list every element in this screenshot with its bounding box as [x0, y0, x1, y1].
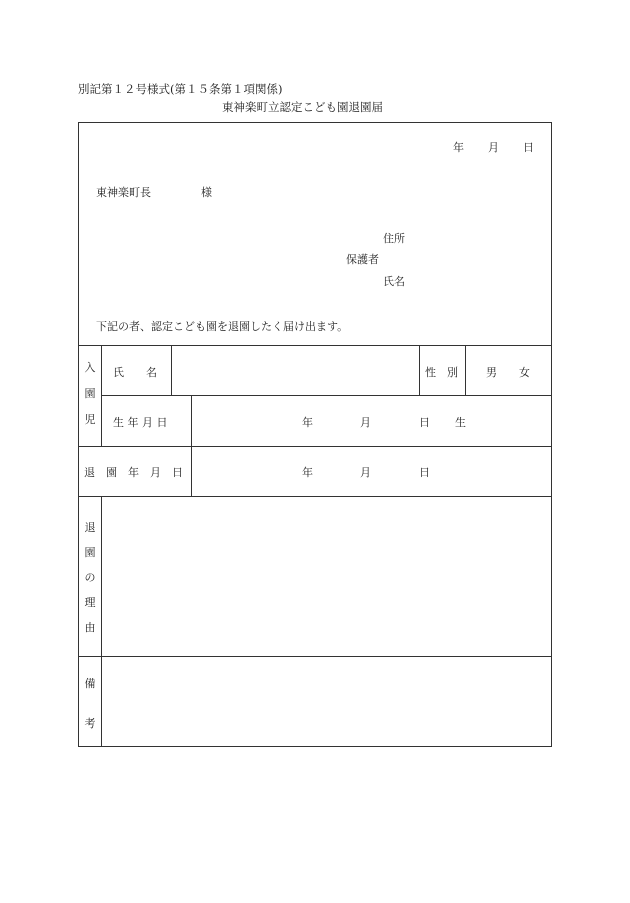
dob-suffix: 生: [455, 416, 466, 429]
withdrawal-day: 日: [419, 466, 430, 479]
name-label: 氏名: [383, 275, 405, 288]
withdrawal-year: 年: [302, 466, 313, 479]
child-label-char: 児: [84, 413, 96, 426]
vline-sex-left: [419, 345, 420, 395]
remarks-field[interactable]: [106, 662, 546, 742]
withdrawal-date-label: 退 園 年 月 日: [84, 466, 183, 479]
dob-label: 生 年 月 日: [113, 416, 168, 429]
divider-withdrawal: [78, 496, 552, 497]
dob-year: 年: [302, 416, 313, 429]
guardian-label: 保護者: [346, 253, 379, 266]
form-number: 別記第１２号様式(第１５条第１項関係): [78, 82, 283, 96]
address-label: 住所: [383, 232, 405, 245]
remarks-label-char: 考: [84, 717, 96, 730]
vline-date-label: [191, 395, 192, 496]
vline-reason-label: [101, 496, 102, 747]
dob-day: 日: [419, 416, 430, 429]
divider-reason: [78, 656, 552, 657]
divider-child: [78, 446, 552, 447]
child-label-char: 園: [84, 387, 96, 400]
remarks-label-char: 備: [84, 677, 96, 690]
withdrawal-month: 月: [360, 466, 371, 479]
reason-field[interactable]: [106, 504, 546, 650]
honorific: 様: [201, 186, 212, 199]
date-month-label: 月: [488, 141, 499, 154]
vline-child-label: [101, 345, 102, 446]
child-name-label: 氏 名: [113, 366, 157, 379]
divider-child-name: [101, 395, 552, 396]
date-year-label: 年: [453, 141, 464, 154]
reason-label-char: 理: [84, 596, 96, 609]
statement: 下記の者、認定こども園を退園したく届け出ます。: [96, 320, 349, 333]
sex-options[interactable]: 男 女: [486, 366, 530, 379]
reason-label: [80, 519, 100, 644]
reason-label-char: 由: [84, 621, 96, 634]
remarks-label: [80, 675, 100, 735]
form-title: 東神楽町立認定こども園退園届: [222, 100, 383, 114]
vline-name-label: [171, 345, 172, 395]
reason-label-char: の: [84, 571, 96, 584]
child-label-char: 入: [84, 361, 96, 374]
date-day-label: 日: [523, 141, 534, 154]
reason-label-char: 退: [84, 521, 96, 534]
addressee: 東神楽町長: [96, 186, 151, 199]
form-box: [78, 122, 552, 747]
dob-month: 月: [360, 416, 371, 429]
sex-label: 性 別: [425, 366, 458, 379]
vline-sex-right: [465, 345, 466, 395]
divider-header: [78, 345, 552, 346]
reason-label-char: 園: [84, 546, 96, 559]
child-section-label: [80, 359, 100, 437]
